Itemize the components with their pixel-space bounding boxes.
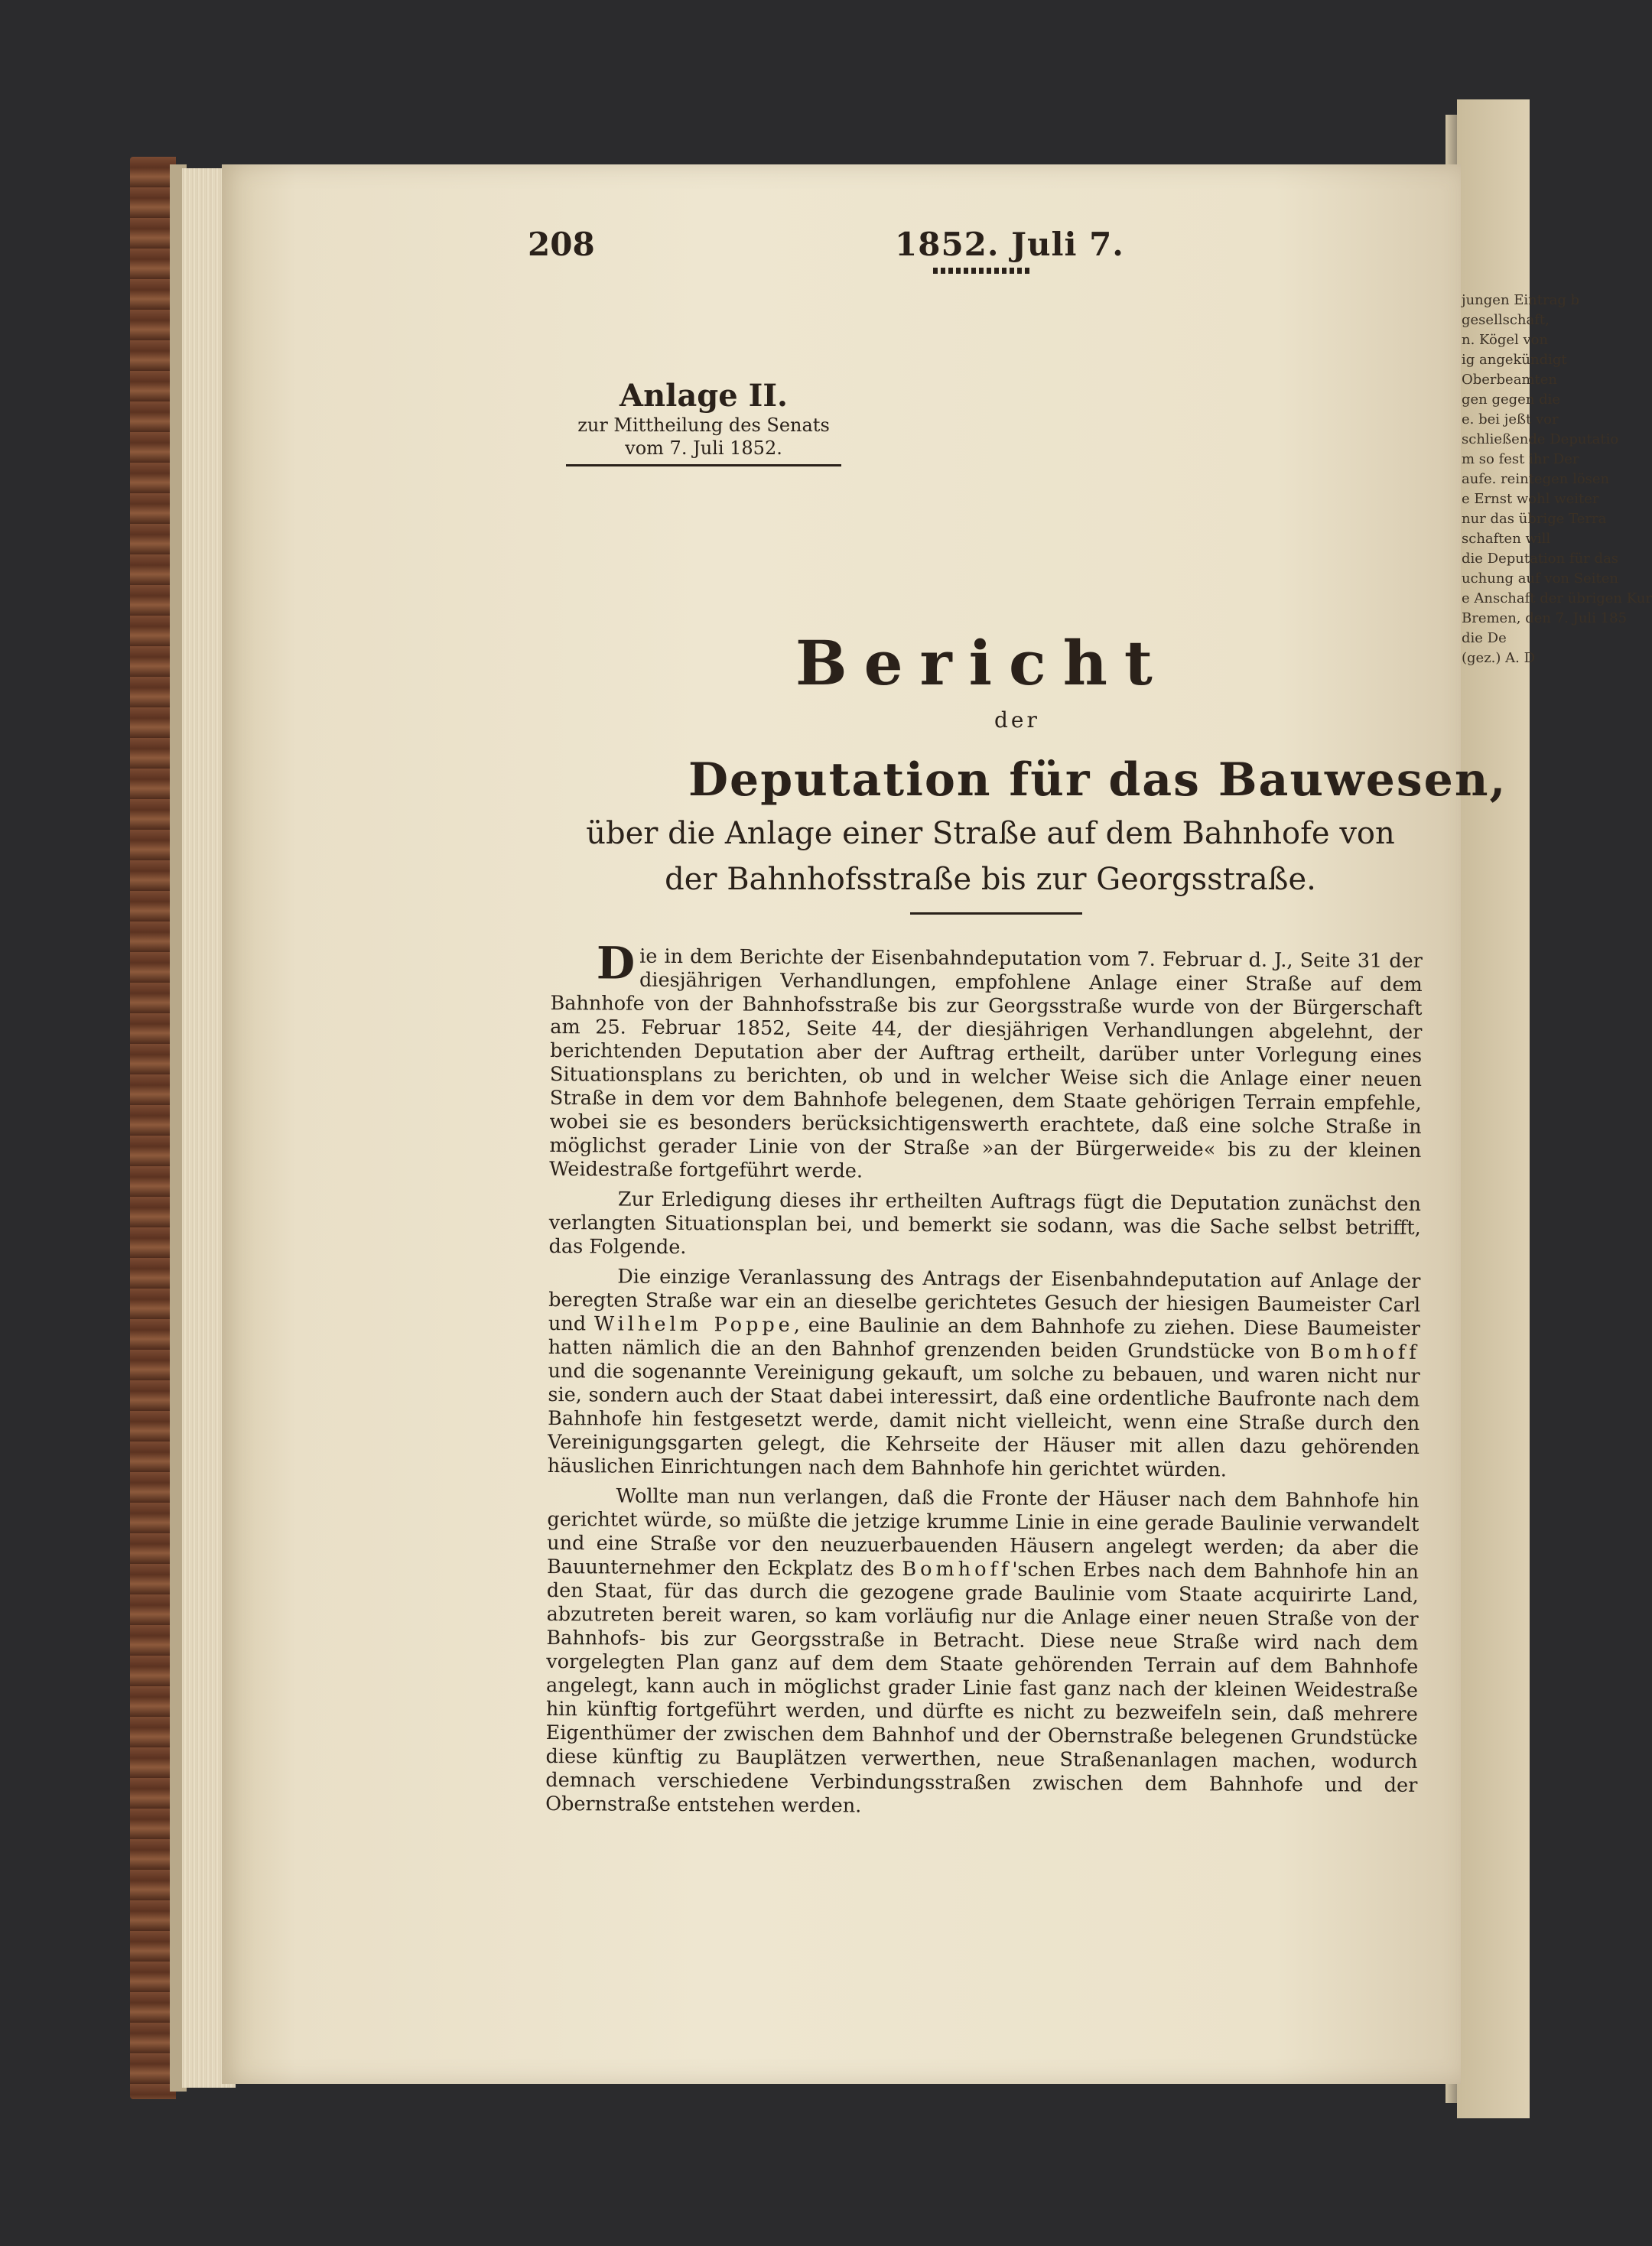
- drop-cap: D: [596, 937, 636, 990]
- report-title: Bericht: [795, 627, 1169, 699]
- paragraph-text: , eine Baulinie an dem Bahnhofe zu ziehen. Diese Baumeister hatten nämlich die an den Bahnhof grenzenden beiden Grundstücke von: [548, 1313, 1421, 1364]
- deputation-title: Deputation für das Bauwesen,: [688, 753, 1507, 807]
- facing-line: die Deputation für das: [1462, 551, 1619, 567]
- person-name: Bomhoff: [902, 1557, 1013, 1581]
- report-of-the: der: [994, 707, 1040, 733]
- facing-line: schaften will: [1462, 531, 1551, 547]
- annex-line: vom 7. Juli 1852.: [625, 437, 782, 459]
- facing-line: schließende Deputatio: [1462, 431, 1619, 447]
- facing-line: m so fest ihr Der: [1462, 451, 1579, 467]
- paragraph-text: und die sogenannte Vereinigung gekauft, um solche zu bebauen, und waren nicht nur sie, sondern auch der Staat dabei interessirt, daß eine ordentliche Baufronte nach dem Bahnhofe hin festgesetzt werde, damit nicht vielleicht, wenn eine Straße durch den Vereinigungsgarten gelegt, die Kehrseite der Häuser mit allen dazu gehörenden häuslichen Einrichtungen nach dem Bahnhofe hin gerichtet würden.: [547, 1359, 1420, 1482]
- facing-line: nur das übrige Terra: [1462, 511, 1607, 527]
- facing-line: jungen Eintrag b: [1462, 292, 1580, 308]
- paragraph: [549, 937, 1423, 1187]
- report-subject: über die Anlage einer Straße auf dem Bahnhofe von der Bahnhofsstraße bis zur Georgsstraße.: [586, 816, 1395, 897]
- paragraph: [548, 1265, 1421, 1484]
- facing-line: (gez.) A. D: [1462, 650, 1536, 666]
- paragraph-text: 'schen Erbes nach dem Bahnhofe hin an den Staat, für das durch die gezogene grade Baulinie vom Staate acquirirte Land, abzutreten bereit waren, so kam vorläufig nur die Anlage einer neuen Straße von der Bahnhofs- bis zur Georgsstraße in Betracht. Diese neue Straße wird nach dem vorgelegten Plan ganz auf dem dem Staate gehörenden Terrain auf dem Bahnhofe angelegt, kann auch in möglichst grader Linie fast ganz nach der kleinen Weidestraße hin künftig fortgeführt werden, und dürfte es nicht zu bezweifeln sein, daß mehrere Eigenthümer der zwischen dem Bahnhof und der Obernstraße belegenen Grundstücke diese künftig zu Bauplätzen verwerthen, neue Straßenanlagen machen, wodurch demnach verschiedene Verbindungsstraßen zwischen dem Bahnhofe und der Obernstraße entstehen werden.: [545, 1558, 1419, 1818]
- person-name: Bomhoff: [1309, 1341, 1420, 1364]
- facing-line: Oberbeamten: [1462, 372, 1557, 388]
- facing-page: [1457, 99, 1652, 2118]
- title-rule: [910, 912, 1082, 915]
- facing-line: die De: [1462, 630, 1507, 646]
- facing-line: e Ernst wohl weiter: [1462, 491, 1599, 507]
- body-text: [545, 937, 1423, 1828]
- annex-title: Anlage II.: [620, 378, 788, 414]
- paragraph: Zur Erledigung dieses ihr ertheilten Auftrags fügt die Deputation zunächst den verlangten Situationsplan bei, und bemerkt sie sodann, was die Sache selbst betrifft, das Folgende.: [548, 1188, 1422, 1260]
- paragraph: [545, 1484, 1419, 1822]
- running-head: 1852. Juli 7.: [895, 226, 1124, 263]
- facing-line: uchung auf von Seiten: [1462, 570, 1618, 587]
- facing-line: gen gegen die: [1462, 392, 1561, 408]
- paragraph-text: Die einzige Veranlassung des Antrags der Eisenbahndeputation auf Anlage der beregten Straße war ein an dieselbe gerichtetes Gesuch der hiesigen Baumeister Carl und: [548, 1265, 1421, 1336]
- annex-label: [566, 379, 841, 466]
- person-name: Wilhelm Poppe: [593, 1312, 794, 1337]
- book-cover: [130, 157, 176, 2099]
- facing-line: e Anschaft der übrigen Kur: [1462, 590, 1652, 606]
- facing-line: n. Kögel von: [1462, 332, 1549, 348]
- page-header: [528, 226, 1354, 264]
- header-ornament: [933, 268, 1032, 274]
- annex-line: zur Mittheilung des Senats: [577, 414, 830, 436]
- paragraph-text: Wollte man nun verlangen, daß die Fronte der Häuser nach dem Bahnhofe hin gerichtet würde, so müßte die jetzige krumme Linie in eine gerade Baulinie verwandelt und eine Straße vor den neuzuerbauenden Häusern angelegt werden; da aber die Bauunternehmer den Eckplatz des: [546, 1484, 1419, 1581]
- facing-line: ig angekündigt: [1462, 352, 1567, 368]
- facing-line: e. bei jeßt vor: [1462, 411, 1559, 427]
- page-number: 208: [528, 226, 595, 263]
- facing-line: aufe. reintegen lösen: [1462, 471, 1610, 487]
- facing-line: Bremen, den 7. Juli 185: [1462, 610, 1628, 626]
- paragraph-text: ie in dem Berichte der Eisenbahndeputation vom 7. Februar d. J., Seite 31 der diesjährigen Verhandlungen, empfohlene Anlage einer Straße auf dem Bahnhofe von der Bahnhofsstraße bis zur Georgsstraße wurde von der Bürgerschaft am 25. Februar 1852, Seite 44, der diesjährigen Verhandlungen abgelehnt, der berichtenden Deputation aber der Auftrag ertheilt, darüber unter Vorlegung eines Situationsplans zu berichten, ob und in welcher Weise sich die Anlage einer neuen Straße in dem vor dem Bahnhofe belegenen, dem Staate gehörigen Terrain empfehle, wobei sie es besonders berücksichtigenswerth erachtete, daß eine solche Straße in möglichst gerader Linie von der Straße »an der Bürgerweide« bis zu der kleinen Weidestraße fortgeführt werde.: [549, 944, 1423, 1183]
- facing-line: gesellschaft,: [1462, 312, 1550, 328]
